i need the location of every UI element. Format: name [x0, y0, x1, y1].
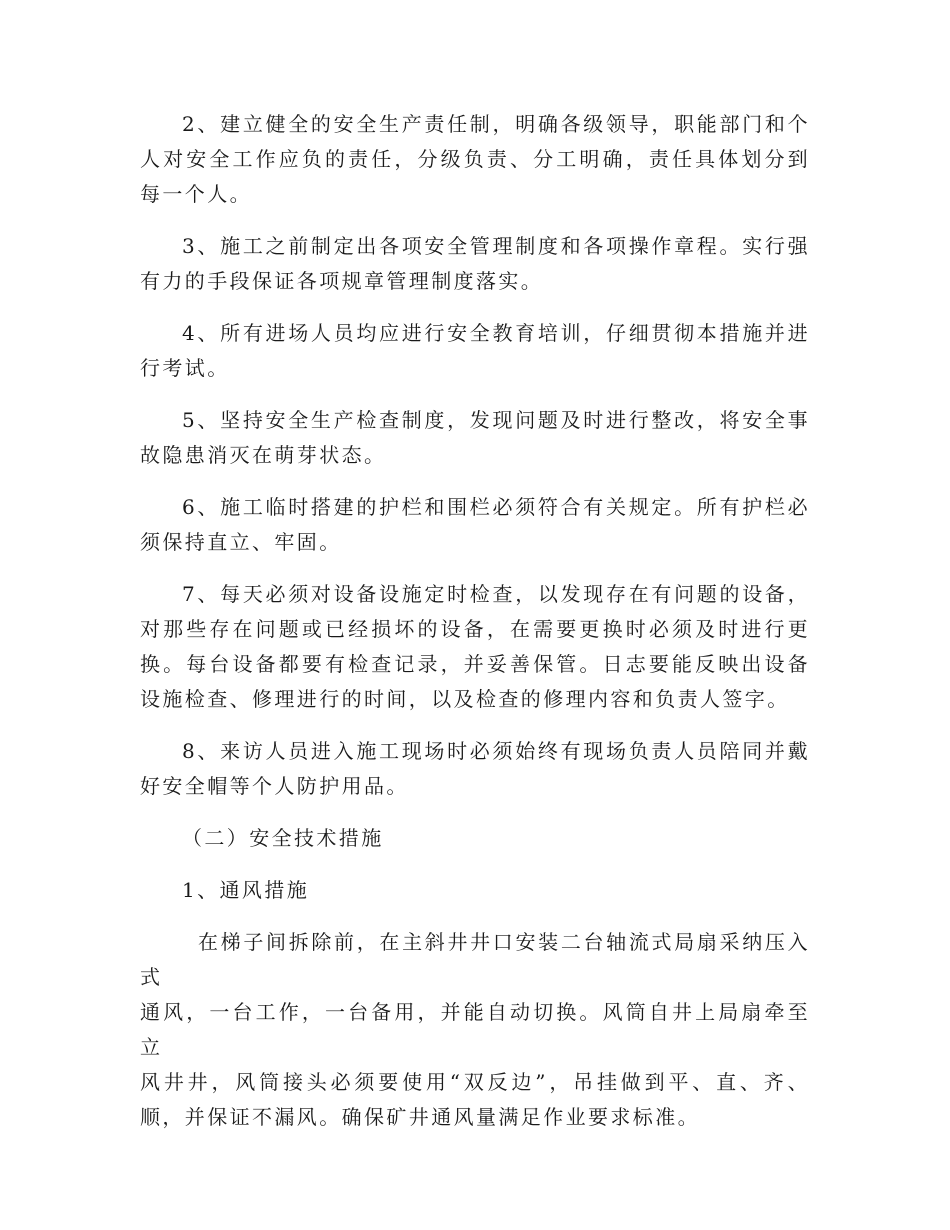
- paragraph-item-3: 3、施工之前制定出各项安全管理制度和各项操作章程。实行强有力的手段保证各项规章管理制度落实。: [140, 234, 810, 293]
- subsection-heading: 1、通风措施: [182, 878, 310, 902]
- paragraph-item-7: 7、每天必须对设备设施定时检查，以发现存在有问题的设备，对那些存在问题或已经损坏的设备，在需要更换时必须及时进行更换。每台设备都要有检查记录，并妥善保管。日志要能反映出设备设施检查、修理进行的时间，以及检查的修理内容和负责人签字。: [140, 582, 810, 711]
- paragraph-item-2: 2、建立健全的安全生产责任制，明确各级领导，职能部门和个人对安全工作应负的责任，分级负责、分工明确，责任具体划分到每一个人。: [140, 112, 810, 206]
- section-heading: （二）安全技术措施: [182, 826, 384, 850]
- ventilation-line: 顺，并保证不漏风。确保矿井通风量满足作业要求标准。: [140, 1105, 700, 1129]
- paragraph-item-5: 5、坚持安全生产检查制度，发现问题及时进行整改，将安全事故隐患消灭在萌芽状态。: [140, 408, 810, 467]
- document-body: [140, 107, 810, 1135]
- paragraph-item-8: 8、来访人员进入施工现场时必须始终有现场负责人员陪同并戴好安全帽等个人防护用品。: [140, 739, 810, 798]
- ventilation-paragraph: [140, 925, 810, 1135]
- paragraph-item-4: 4、所有进场人员均应进行安全教育培训，仔细贯彻本措施并进行考试。: [140, 321, 810, 380]
- ventilation-line: 在梯子间拆除前，在主斜井井口安装二台轴流式局扇采纳压入式: [140, 930, 810, 989]
- ventilation-line: 通风，一台工作，一台备用，并能自动切换。风筒自井上局扇牵至立: [140, 1000, 810, 1059]
- paragraph-item-6: 6、施工临时搭建的护栏和围栏必须符合有关规定。所有护栏必须保持直立、牢固。: [140, 495, 810, 554]
- ventilation-line: 风井井，风筒接头必须要使用“双反边”，吊挂做到平、直、齐、: [140, 1070, 810, 1094]
